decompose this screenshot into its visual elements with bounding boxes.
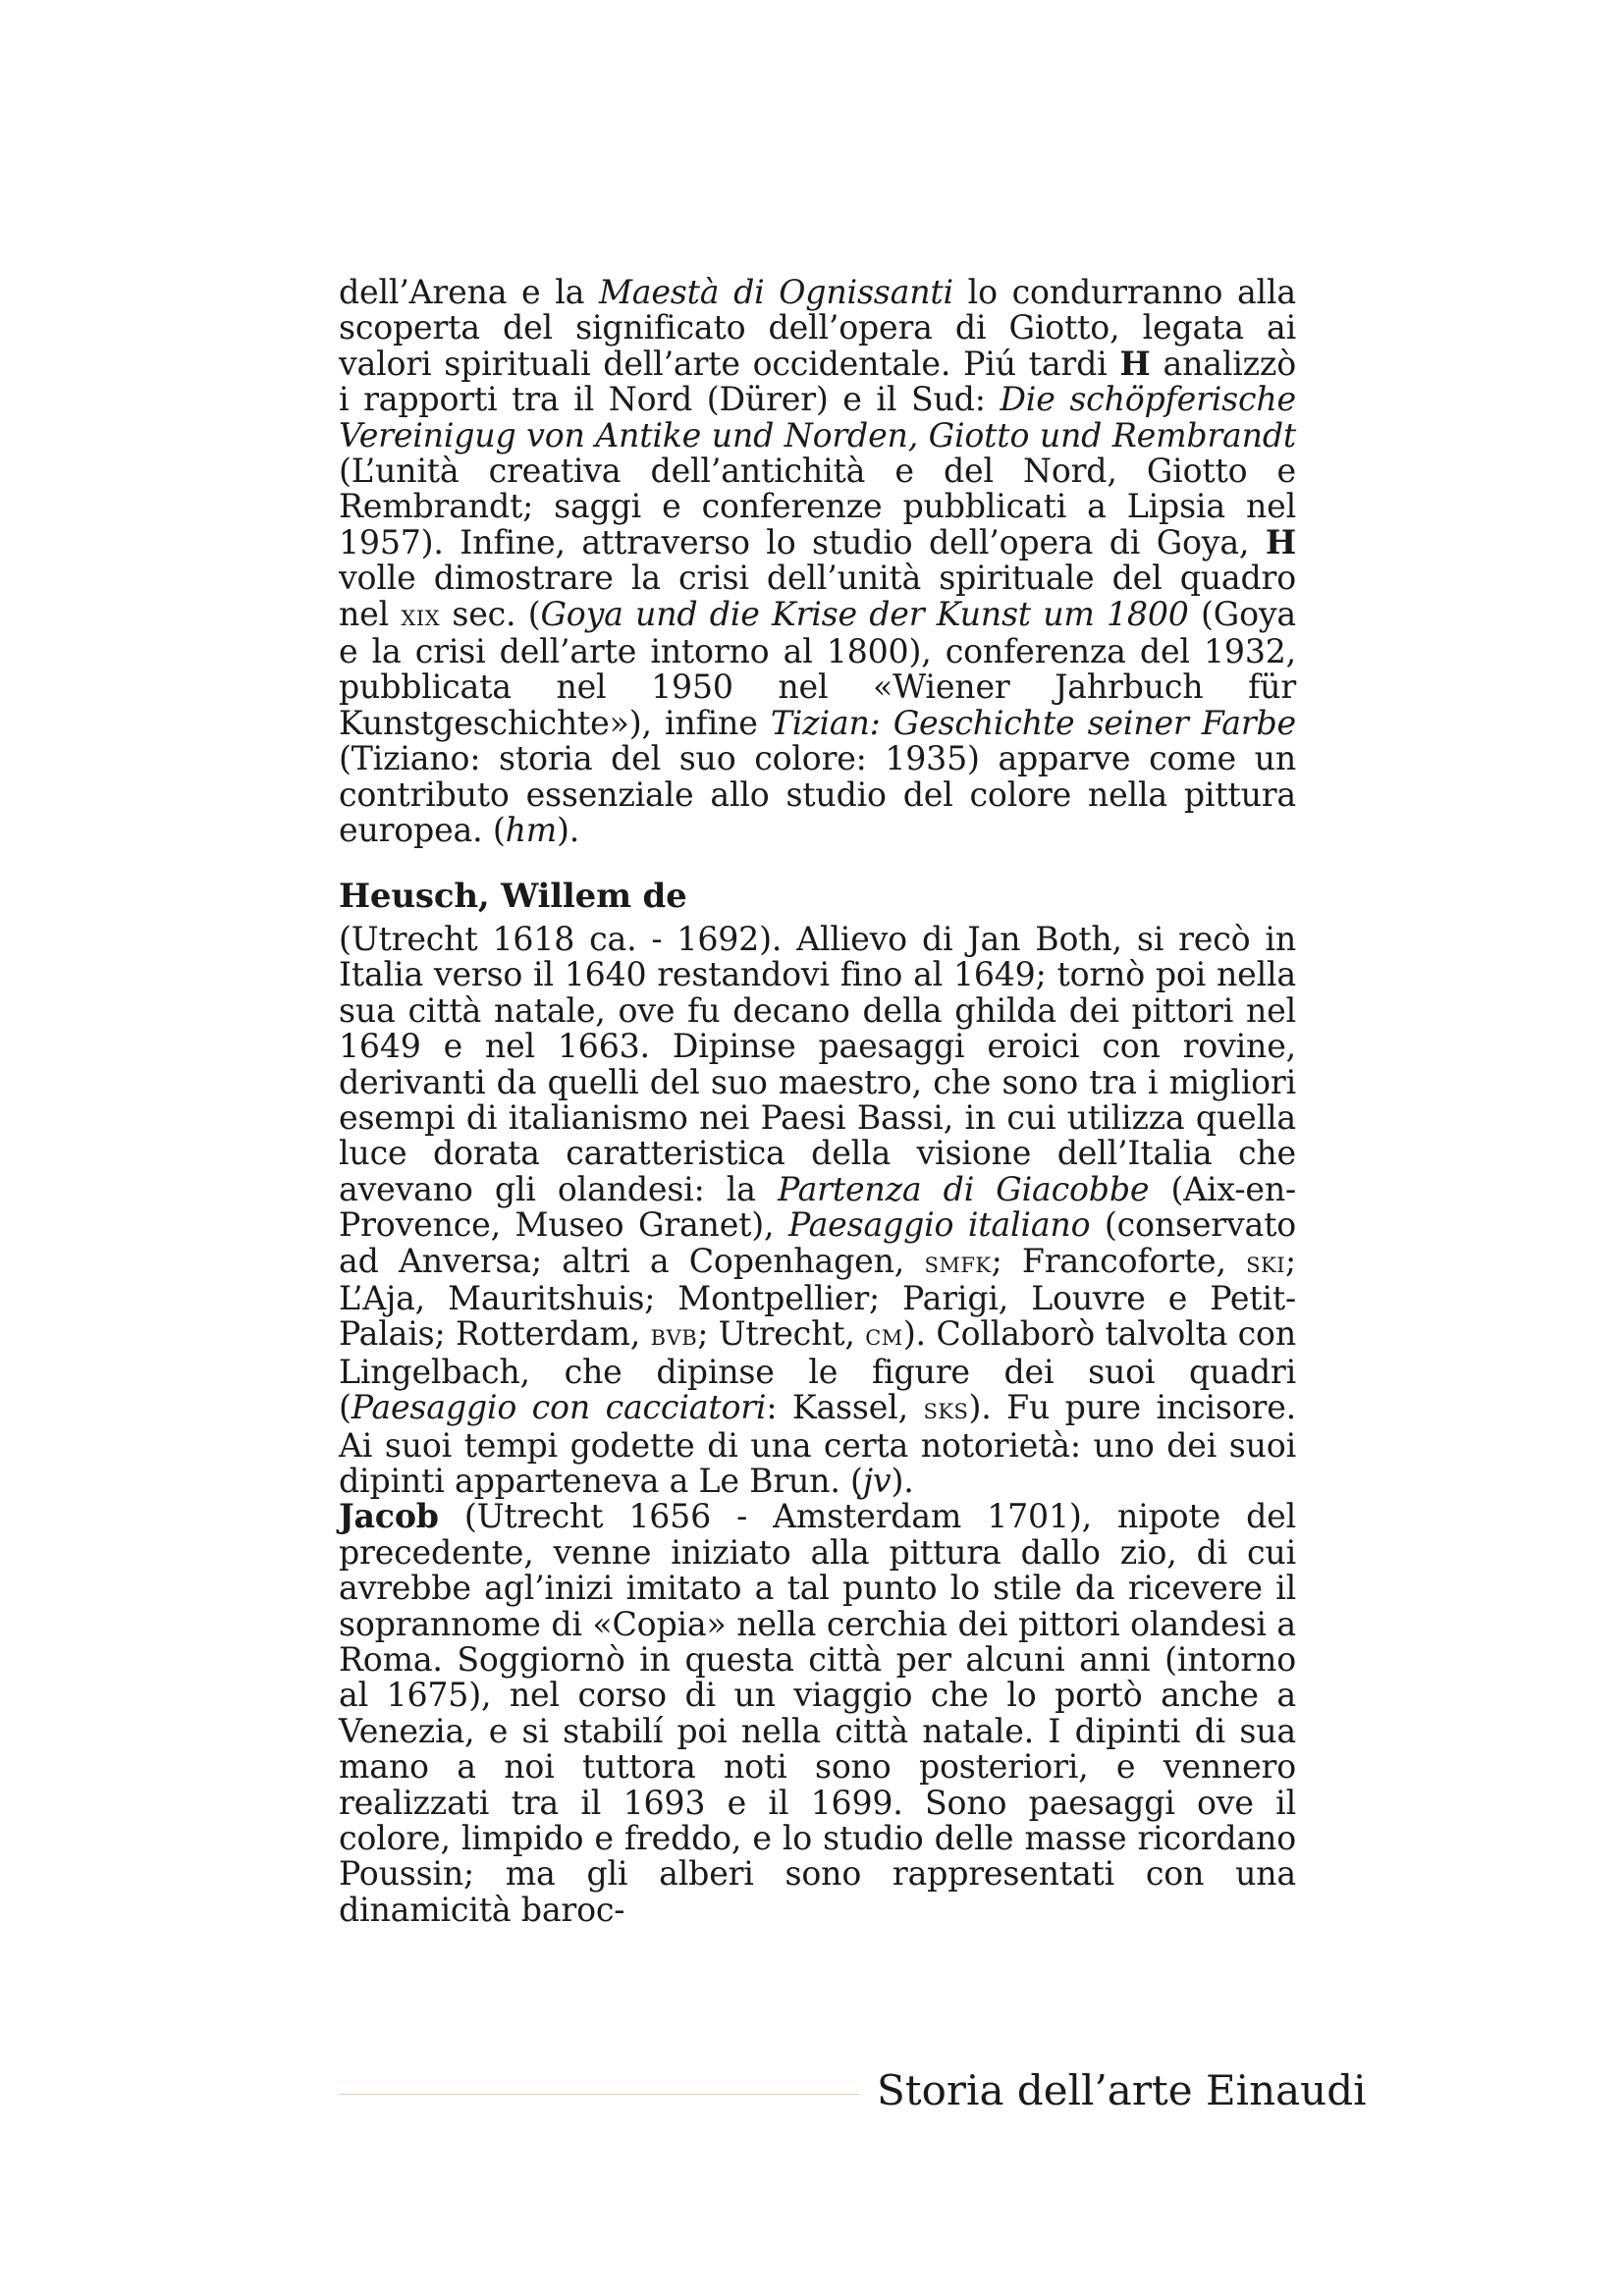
paragraph-hetzer-continued — [339, 275, 1296, 849]
footer-rule — [339, 2094, 859, 2095]
text-run: (Tiziano: storia del suo colore: 1935) apparve come un contributo essenziale allo studio del colore nella pittura europea. ( — [339, 739, 1296, 850]
text-run: ). — [891, 1462, 914, 1500]
museum-abbreviation: sks — [923, 1392, 969, 1427]
author-initials: hm — [505, 811, 558, 850]
museum-abbreviation: cm — [865, 1318, 903, 1354]
museum-abbreviation: smfk — [924, 1245, 992, 1280]
work-title: Paesaggio con cacciatori — [351, 1388, 767, 1427]
text-run: (L’unità creativa dell’antichità e del Nord, Giotto e Rembrandt; saggi e conferenze pubblicati a Lipsia nel 1957). Infine, attraverso lo studio dell’opera di Goya, — [339, 452, 1296, 561]
paragraph-willem-de-heusch — [339, 919, 1297, 1500]
text-run: : Kassel, — [766, 1388, 924, 1427]
text-run: (Utrecht 1656 - Amsterdam 1701), nipote del precedente, venne iniziato alla pittura dallo zio, di cui avrebbe agl’inizi imitato a tal punto lo stile da ricevere il soprannome di «Copia» nella cerchia dei pittori olandesi a Roma. Soggiornò in questa città per alcuni anni (intorno al 1675), nel corso di un viaggio che lo portò anche a Venezia, e si stabilí poi nella città natale. I dipinti di sua mano a noi tuttora noti sono posteriori, e vennero realizzati tra il 1693 e il 1699. Sono paesaggi ove il colore, limpido e freddo, e lo studio delle masse ricordano Poussin; ma gli alberi sono rappresentati con una dinamicità baroc- — [339, 1497, 1296, 1929]
work-title: Tizian: Geschichte seiner Farbe — [770, 703, 1297, 742]
entry-heading: Heusch, Willem de — [339, 876, 687, 916]
text-run: (Goya e la crisi dell’arte intorno al 1800), conferenza del 1932, pubblicata nel 1950 nel «Wiener Jahrbuch für Kunstgeschichte»), infine — [339, 594, 1296, 742]
text-run: ; Francoforte, — [991, 1241, 1247, 1280]
text-run: dell’Arena e la — [339, 273, 599, 311]
paragraph-jacob-de-heusch — [339, 1499, 1296, 1928]
museum-abbreviation: bvb — [650, 1318, 698, 1354]
text-run: analizzò i rapporti tra il Nord (Dürer) e il Sud: — [339, 344, 1297, 419]
text-run: (Utrecht 1618 ca. - 1692). Allievo di Jan Both, si recò in Italia verso il 1640 restandovi fino al 1649; tornò poi nella sua città natale, ove fu decano della ghilda dei pittori nel 1649 e nel 1663. Dipinse paesaggi eroici con rovine, derivanti da quelli del suo maestro, che sono tra i migliori esempi di italianismo nei Paesi Bassi, in cui utilizza quella luce dorata caratteristica della visione dell’Italia che avevano gli olandesi: la — [339, 919, 1296, 1208]
text-run: lo condurranno alla scoperta del significato dell’opera di Giotto, legata ai valori spirituali dell’arte occidentale. Piú tardi — [339, 273, 1296, 383]
text-run: ; Utrecht, — [697, 1314, 866, 1354]
text-run: (conservato ad Anversa; altri a Copenhagen, — [339, 1205, 1296, 1280]
text-run: ). Fu pure incisore. Ai suoi tempi godette di una certa notorietà: uno dei suoi dipinti apparteneva a Le Brun. ( — [339, 1388, 1297, 1500]
museum-abbreviation: ski — [1246, 1245, 1286, 1280]
sub-entry-name: Jacob — [339, 1497, 439, 1536]
work-title: Goya und die Krise der Kunst um 1800 — [540, 594, 1189, 633]
work-title: Partenza di Giacobbe — [777, 1169, 1150, 1208]
author-initials: jv — [862, 1462, 892, 1500]
text-run: ). Collaborò talvolta con Lingelbach, che dipinse le figure dei suoi quadri ( — [339, 1314, 1297, 1427]
century-numeral: xix — [401, 598, 441, 633]
author-abbreviation: H — [1119, 344, 1151, 383]
text-run: (Aix-en-Provence, Museo Granet), — [339, 1169, 1297, 1245]
work-title: Die schöpferische Vereinigug von Antike und Norden, Giotto und Rembrandt — [339, 380, 1296, 454]
text-column — [339, 275, 1296, 1928]
work-title: Paesaggio italiano — [787, 1205, 1091, 1245]
text-run: sec. ( — [440, 594, 541, 633]
text-run: volle dimostrare la crisi dell’unità spirituale del quadro nel — [339, 559, 1296, 633]
author-abbreviation: H — [1265, 522, 1296, 561]
text-run: ; L’Aja, Mauritshuis; Montpellier; Parigi, Louvre e Petit-Palais; Rotterdam, — [339, 1241, 1296, 1354]
footer-publisher: Storia dell’arte Einaudi — [877, 2066, 1367, 2114]
text-run: ). — [557, 811, 580, 850]
work-title: Maestà di Ognissanti — [598, 273, 953, 311]
